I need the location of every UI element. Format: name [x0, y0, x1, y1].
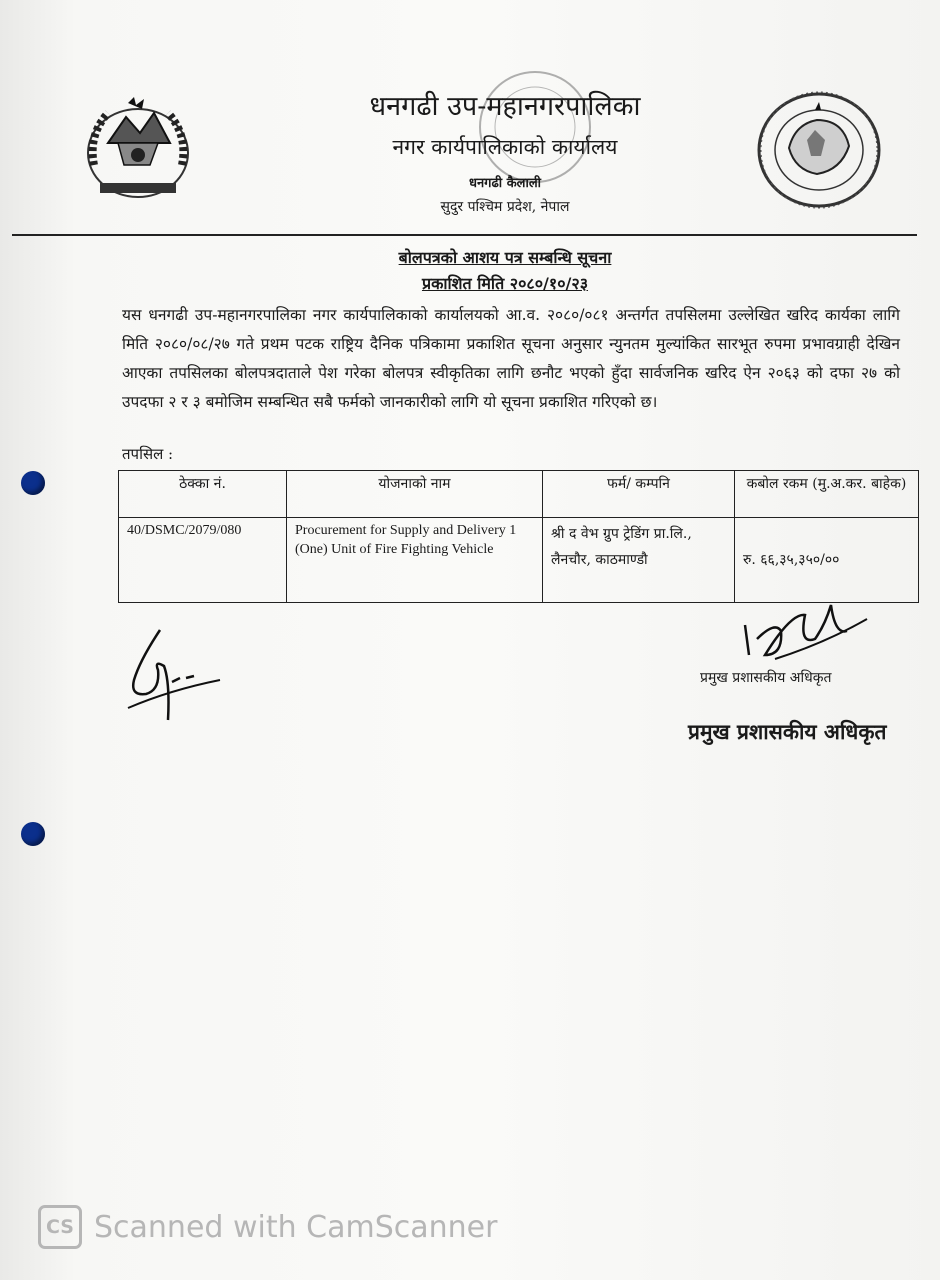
bid-amount: रु. ६६,३५,३५०/००: [735, 518, 919, 603]
municipality-name: धनगढी उप-महानगरपालिका: [369, 91, 641, 122]
seal-city-text: धनगढी कैलाली: [468, 176, 542, 191]
project-name: Procurement for Supply and Delivery 1 (One) Unit of Fire Fighting Vehicle: [287, 518, 543, 603]
contract-table: [118, 470, 919, 603]
municipality-logo-icon: [755, 90, 883, 210]
punch-hole: [21, 471, 45, 495]
watermark-text: Scanned with CamScanner: [94, 1209, 498, 1245]
header-divider: [12, 234, 917, 236]
nepal-emblem-icon: [78, 95, 198, 207]
contract-number: 40/DSMC/2079/080: [119, 518, 287, 603]
details-label: तपसिल :: [122, 445, 174, 463]
column-header-firm: फर्म/ कम्पनि: [543, 471, 735, 518]
notice-body: यस धनगढी उप-महानगरपालिका नगर कार्यपालिकाको कार्यालयको आ.व. २०८०/०८१ अन्तर्गत तपसिलमा उल्लेखित खरिद कार्यका लागि मिति २०८०/०८/२७ गते प्रथम पटक राष्ट्रिय दैनिक पत्रिकामा प्रकाशित सूचना अनुसार न्युनतम मुल्यांकित सारभूत रुपमा प्रभावग्राही देखिन आएका तपसिलका बोलपत्रदाताले पेश गरेका बोलपत्र स्वीकृतिका लागि छनौट भएको हुँदा सार्वजनिक खरिद ऐन २०६३ को दफा २७ को उपदफा २ र ३ बमोजिम सम्बन्धित सबै फर्मको जानकारीको लागि यो सूचना प्रकाशित गरिएको छ।: [122, 306, 900, 411]
camscanner-watermark: [38, 1205, 497, 1249]
right-signature-icon: [735, 595, 875, 670]
notice-title: बोलपत्रको आशय पत्र सम्बन्धि सूचना: [398, 248, 612, 267]
column-header-amount: कबोल रकम (मु.अ.कर. बाहेक): [735, 471, 919, 518]
column-header-contract-no: ठेक्का नं.: [119, 471, 287, 518]
province-name: सुदुर पश्चिम प्रदेश, नेपाल: [440, 199, 570, 215]
signatory-designation: प्रमुख प्रशासकीय अधिकृत: [700, 670, 832, 686]
left-signature-icon: [120, 620, 230, 730]
punch-hole: [21, 822, 45, 846]
column-header-project: योजनाको नाम: [287, 471, 543, 518]
signatory-stamp: प्रमुख प्रशासकीय अधिकृत: [688, 719, 887, 744]
camscanner-logo-icon: CS: [38, 1205, 82, 1249]
table-header-row: [119, 471, 919, 518]
office-name: नगर कार्यपालिकाको कार्यालय: [392, 135, 618, 159]
published-date: प्रकाशित मिति २०८०/१०/२३: [421, 274, 589, 293]
firm-name: श्री द वेभ ग्रुप ट्रेडिंग प्रा.लि., लैनचौर, काठमाण्डौ: [543, 518, 735, 603]
table-row: [119, 518, 919, 603]
